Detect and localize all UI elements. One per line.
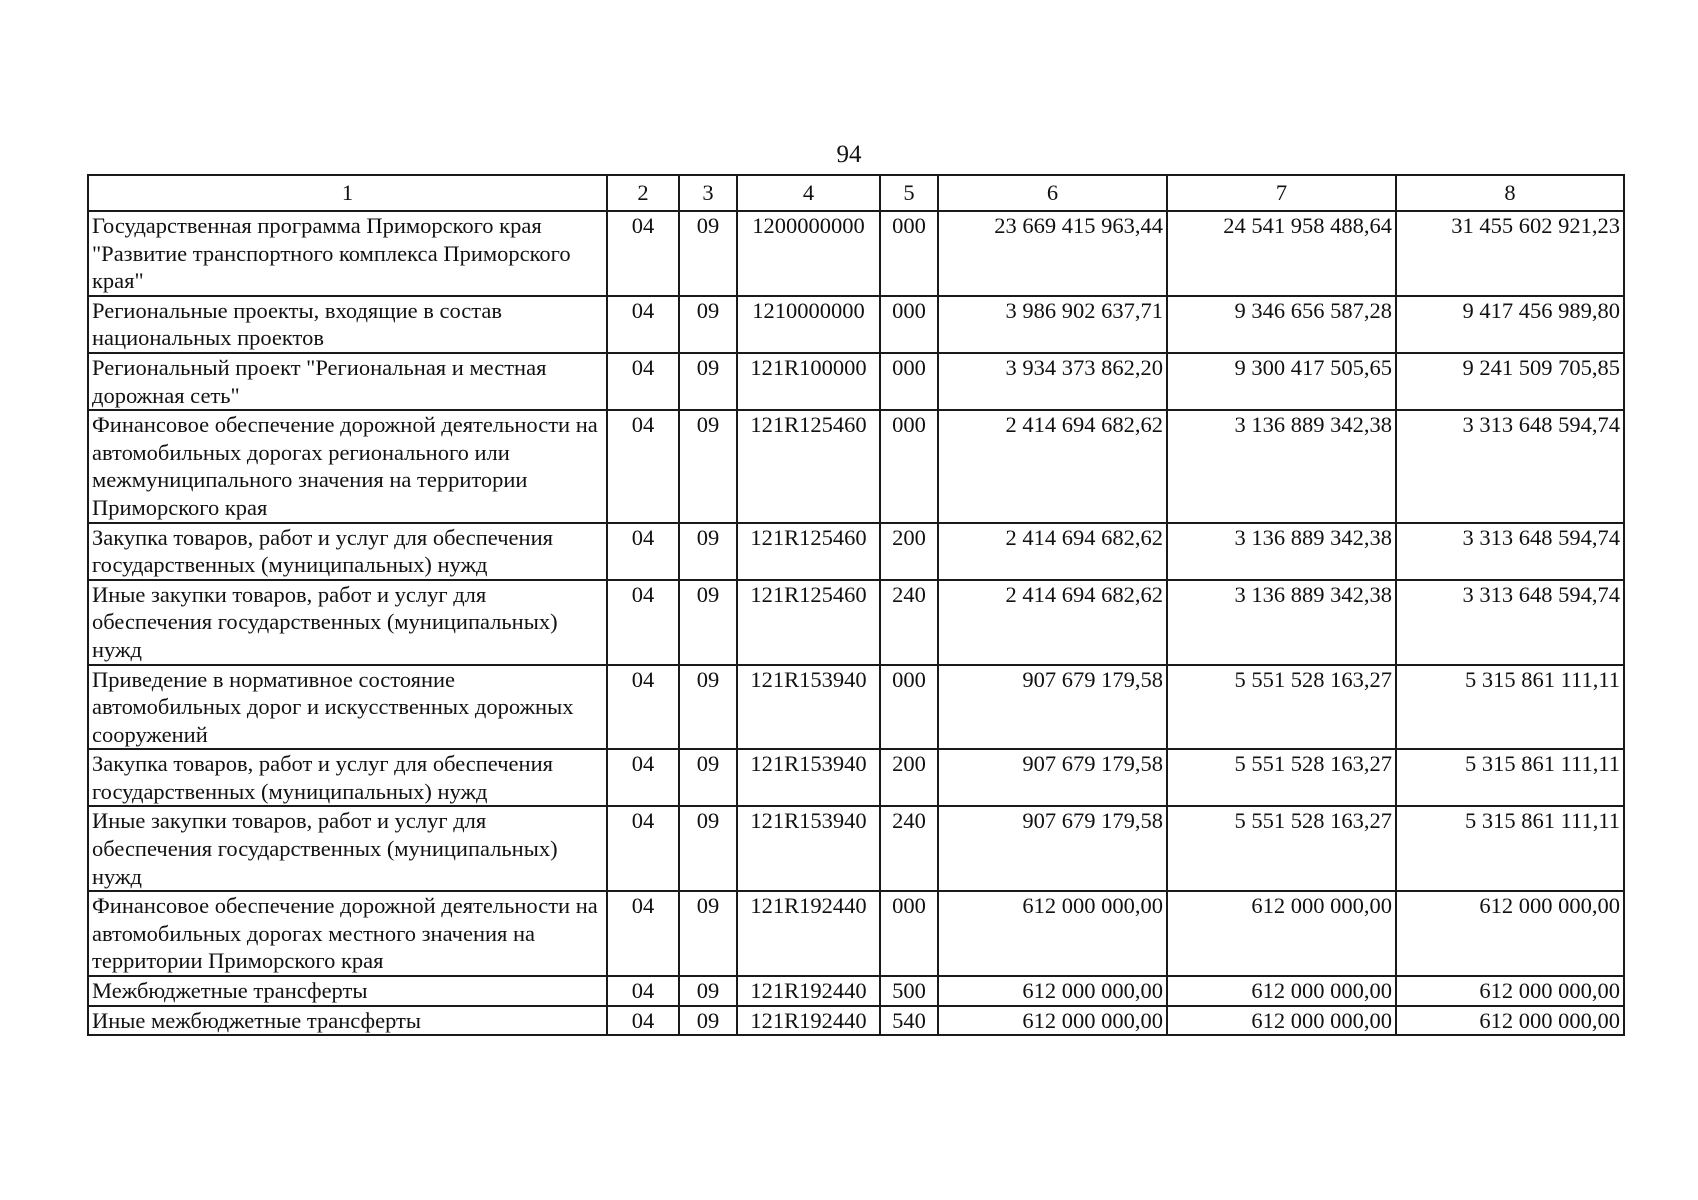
section-code: 04 bbox=[607, 976, 679, 1006]
item-name: Иные закупки товаров, работ и услуг для обеспечения государственных (муниципальных) нужд bbox=[88, 580, 607, 665]
budget-table bbox=[87, 174, 1625, 1036]
amount-col-7: 3 136 889 342,38 bbox=[1167, 580, 1396, 665]
amount-col-6: 612 000 000,00 bbox=[938, 1006, 1167, 1036]
header-row bbox=[88, 175, 1624, 211]
expense-type-code: 000 bbox=[880, 296, 938, 353]
subsection-code: 09 bbox=[679, 523, 737, 580]
header-cell: 6 bbox=[938, 175, 1167, 211]
amount-col-8: 31 455 602 921,23 bbox=[1396, 211, 1624, 296]
section-code: 04 bbox=[607, 806, 679, 891]
expense-type-code: 000 bbox=[880, 211, 938, 296]
table-row bbox=[88, 211, 1624, 296]
section-code: 04 bbox=[607, 665, 679, 750]
amount-col-7: 612 000 000,00 bbox=[1167, 891, 1396, 976]
expense-type-code: 000 bbox=[880, 891, 938, 976]
table-row bbox=[88, 665, 1624, 750]
section-code: 04 bbox=[607, 749, 679, 806]
amount-col-8: 5 315 861 111,11 bbox=[1396, 749, 1624, 806]
item-name: Государственная программа Приморского края "Развитие транспортного комплекса Приморского края" bbox=[88, 211, 607, 296]
subsection-code: 09 bbox=[679, 749, 737, 806]
subsection-code: 09 bbox=[679, 665, 737, 750]
amount-col-8: 3 313 648 594,74 bbox=[1396, 410, 1624, 522]
item-name: Иные закупки товаров, работ и услуг для обеспечения государственных (муниципальных) нужд bbox=[88, 806, 607, 891]
table-row bbox=[88, 749, 1624, 806]
expense-type-code: 240 bbox=[880, 580, 938, 665]
amount-col-7: 5 551 528 163,27 bbox=[1167, 806, 1396, 891]
table-row bbox=[88, 296, 1624, 353]
header-cell: 1 bbox=[88, 175, 607, 211]
amount-col-8: 3 313 648 594,74 bbox=[1396, 523, 1624, 580]
amount-col-7: 24 541 958 488,64 bbox=[1167, 211, 1396, 296]
amount-col-8: 612 000 000,00 bbox=[1396, 976, 1624, 1006]
target-article-code: 121R192440 bbox=[737, 976, 880, 1006]
amount-col-8: 9 241 509 705,85 bbox=[1396, 353, 1624, 410]
section-code: 04 bbox=[607, 353, 679, 410]
table-row bbox=[88, 806, 1624, 891]
amount-col-6: 907 679 179,58 bbox=[938, 665, 1167, 750]
item-name: Финансовое обеспечение дорожной деятельности на автомобильных дорогах местного значения на территории Приморского края bbox=[88, 891, 607, 976]
amount-col-8: 612 000 000,00 bbox=[1396, 891, 1624, 976]
section-code: 04 bbox=[607, 1006, 679, 1036]
target-article-code: 1200000000 bbox=[737, 211, 880, 296]
section-code: 04 bbox=[607, 211, 679, 296]
amount-col-6: 2 414 694 682,62 bbox=[938, 580, 1167, 665]
amount-col-7: 3 136 889 342,38 bbox=[1167, 410, 1396, 522]
expense-type-code: 240 bbox=[880, 806, 938, 891]
target-article-code: 121R125460 bbox=[737, 523, 880, 580]
table-row bbox=[88, 410, 1624, 522]
subsection-code: 09 bbox=[679, 211, 737, 296]
expense-type-code: 540 bbox=[880, 1006, 938, 1036]
section-code: 04 bbox=[607, 296, 679, 353]
target-article-code: 121R125460 bbox=[737, 410, 880, 522]
amount-col-7: 3 136 889 342,38 bbox=[1167, 523, 1396, 580]
item-name: Закупка товаров, работ и услуг для обеспечения государственных (муниципальных) нужд bbox=[88, 749, 607, 806]
item-name: Иные межбюджетные трансферты bbox=[88, 1006, 607, 1036]
subsection-code: 09 bbox=[679, 976, 737, 1006]
amount-col-8: 5 315 861 111,11 bbox=[1396, 806, 1624, 891]
item-name: Межбюджетные трансферты bbox=[88, 976, 607, 1006]
section-code: 04 bbox=[607, 580, 679, 665]
section-code: 04 bbox=[607, 410, 679, 522]
table-row bbox=[88, 1006, 1624, 1036]
target-article-code: 121R125460 bbox=[737, 580, 880, 665]
header-cell: 4 bbox=[737, 175, 880, 211]
target-article-code: 121R153940 bbox=[737, 749, 880, 806]
expense-type-code: 000 bbox=[880, 665, 938, 750]
item-name: Приведение в нормативное состояние автомобильных дорог и искусственных дорожных сооружений bbox=[88, 665, 607, 750]
amount-col-7: 612 000 000,00 bbox=[1167, 1006, 1396, 1036]
amount-col-6: 23 669 415 963,44 bbox=[938, 211, 1167, 296]
amount-col-6: 3 986 902 637,71 bbox=[938, 296, 1167, 353]
expense-type-code: 200 bbox=[880, 749, 938, 806]
subsection-code: 09 bbox=[679, 353, 737, 410]
expense-type-code: 200 bbox=[880, 523, 938, 580]
table-row bbox=[88, 891, 1624, 976]
item-name: Закупка товаров, работ и услуг для обеспечения государственных (муниципальных) нужд bbox=[88, 523, 607, 580]
subsection-code: 09 bbox=[679, 296, 737, 353]
section-code: 04 bbox=[607, 523, 679, 580]
amount-col-8: 3 313 648 594,74 bbox=[1396, 580, 1624, 665]
amount-col-7: 9 300 417 505,65 bbox=[1167, 353, 1396, 410]
amount-col-7: 5 551 528 163,27 bbox=[1167, 749, 1396, 806]
table-body bbox=[88, 211, 1624, 1035]
header-cell: 2 bbox=[607, 175, 679, 211]
amount-col-6: 612 000 000,00 bbox=[938, 976, 1167, 1006]
amount-col-6: 907 679 179,58 bbox=[938, 806, 1167, 891]
header-cell: 3 bbox=[679, 175, 737, 211]
amount-col-6: 2 414 694 682,62 bbox=[938, 523, 1167, 580]
subsection-code: 09 bbox=[679, 891, 737, 976]
item-name: Региональный проект "Региональная и местная дорожная сеть" bbox=[88, 353, 607, 410]
subsection-code: 09 bbox=[679, 410, 737, 522]
target-article-code: 121R192440 bbox=[737, 1006, 880, 1036]
table-header bbox=[88, 175, 1624, 211]
section-code: 04 bbox=[607, 891, 679, 976]
subsection-code: 09 bbox=[679, 806, 737, 891]
amount-col-8: 5 315 861 111,11 bbox=[1396, 665, 1624, 750]
amount-col-8: 9 417 456 989,80 bbox=[1396, 296, 1624, 353]
amount-col-7: 9 346 656 587,28 bbox=[1167, 296, 1396, 353]
amount-col-7: 5 551 528 163,27 bbox=[1167, 665, 1396, 750]
page-number: 94 bbox=[836, 141, 862, 168]
expense-type-code: 000 bbox=[880, 410, 938, 522]
table-row bbox=[88, 523, 1624, 580]
amount-col-8: 612 000 000,00 bbox=[1396, 1006, 1624, 1036]
table-row bbox=[88, 580, 1624, 665]
subsection-code: 09 bbox=[679, 1006, 737, 1036]
amount-col-6: 612 000 000,00 bbox=[938, 891, 1167, 976]
amount-col-6: 3 934 373 862,20 bbox=[938, 353, 1167, 410]
header-cell: 5 bbox=[880, 175, 938, 211]
target-article-code: 121R153940 bbox=[737, 665, 880, 750]
amount-col-6: 907 679 179,58 bbox=[938, 749, 1167, 806]
target-article-code: 1210000000 bbox=[737, 296, 880, 353]
table-row bbox=[88, 976, 1624, 1006]
header-cell: 8 bbox=[1396, 175, 1624, 211]
target-article-code: 121R100000 bbox=[737, 353, 880, 410]
table-row bbox=[88, 353, 1624, 410]
target-article-code: 121R192440 bbox=[737, 891, 880, 976]
item-name: Региональные проекты, входящие в состав национальных проектов bbox=[88, 296, 607, 353]
amount-col-6: 2 414 694 682,62 bbox=[938, 410, 1167, 522]
header-cell: 7 bbox=[1167, 175, 1396, 211]
expense-type-code: 500 bbox=[880, 976, 938, 1006]
amount-col-7: 612 000 000,00 bbox=[1167, 976, 1396, 1006]
subsection-code: 09 bbox=[679, 580, 737, 665]
expense-type-code: 000 bbox=[880, 353, 938, 410]
target-article-code: 121R153940 bbox=[737, 806, 880, 891]
item-name: Финансовое обеспечение дорожной деятельности на автомобильных дорогах регионального или межмуниципального значения на территории Приморского края bbox=[88, 410, 607, 522]
